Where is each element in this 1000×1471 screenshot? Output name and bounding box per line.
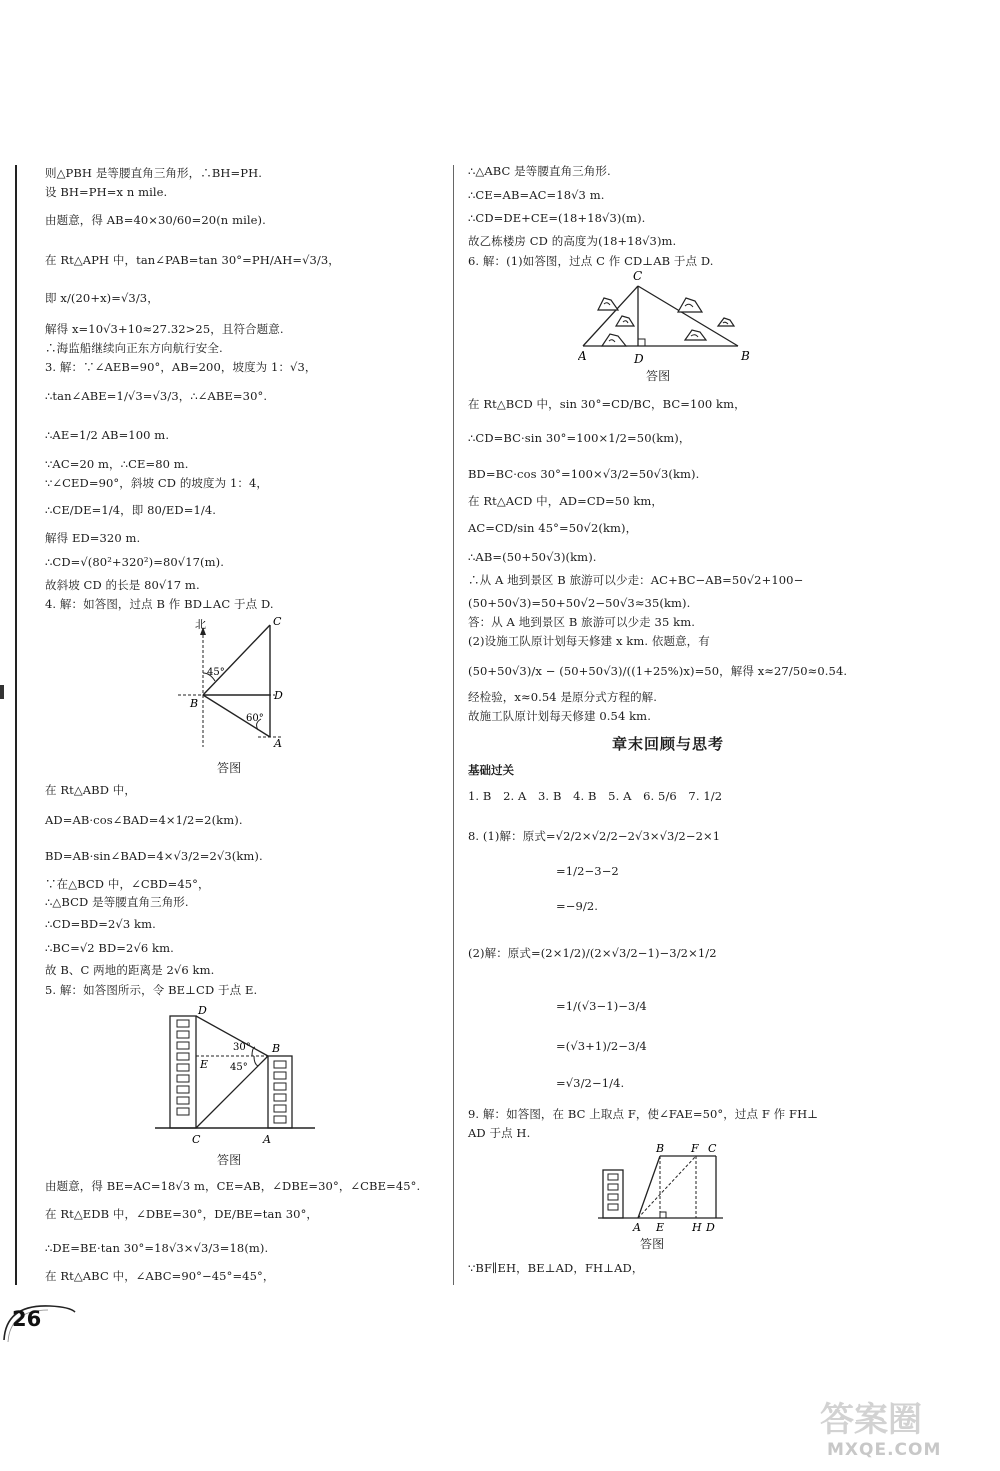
- fig5-point-b: B: [272, 1042, 281, 1055]
- text-line: ∴CE/DE=1/4，即 80/ED=1/4.: [45, 503, 217, 517]
- fig9-point-e: E: [656, 1221, 665, 1234]
- text-line: 故斜坡 CD 的长是 80√17 m.: [45, 578, 200, 592]
- fig4-angle-45: 45°: [207, 667, 225, 678]
- text-line: ∴CD=√(80²+320²)=80√17(m).: [45, 555, 224, 569]
- text-line: 故 B、C 两地的距离是 2√6 km.: [45, 963, 215, 977]
- fig5-point-a: A: [263, 1133, 271, 1146]
- question-9: 9. 解：如答图，在 BC 上取点 F，使∠FAE=50°，过点 F 作 FH⊥: [468, 1107, 819, 1121]
- text-line: ∵∠CED=90°，斜坡 CD 的坡度为 1：4，: [45, 476, 269, 490]
- text-line: =1/(√3−1)−3/4: [556, 999, 647, 1013]
- text-line: BD=AB·sin∠BAD=4×√3/2=2√3(km).: [45, 849, 263, 863]
- text-line: ∵在△BCD 中，∠CBD=45°，: [45, 877, 210, 891]
- text-line: ∵BF∥EH，BE⊥AD，FH⊥AD，: [468, 1261, 644, 1275]
- figure-4-caption: 答图: [217, 761, 242, 775]
- text-line: 在 Rt△ABD 中，: [45, 783, 137, 797]
- watermark-logo: [800, 1395, 990, 1443]
- text-line: (2)设施工队原计划每天修建 x km. 依题意，有: [468, 634, 710, 648]
- column-divider: [453, 165, 454, 1285]
- text-line: ∴tan∠ABE=1/√3=√3/3，∴∠ABE=30°.: [45, 389, 268, 403]
- text-line: ∴CE=AB=AC=18√3 m.: [468, 188, 605, 202]
- watermark-brand: 答案圈: [820, 1400, 922, 1440]
- text-line: 由题意，得 BE=AC=18√3 m，CE=AB，∠DBE=30°，∠CBE=45°.: [45, 1179, 421, 1193]
- text-line: ∴从 A 地到景区 B 旅游可以少走：AC+BC−AB=50√2+100−: [468, 573, 804, 587]
- fig6-point-d: D: [634, 352, 644, 366]
- fig5-point-c: C: [192, 1133, 201, 1146]
- fig9-point-f: F: [691, 1142, 699, 1155]
- question-8-2: (2)解：原式=(2×1/2)/(2×√3/2−1)−3/2×1/2: [468, 946, 717, 960]
- question-4: 4. 解：如答图，过点 B 作 BD⊥AC 于点 D.: [45, 597, 274, 611]
- watermark-url: MXQE.COM: [827, 1440, 942, 1460]
- fig5-angle-30: 30°: [233, 1042, 251, 1053]
- figure-4-diagram: [170, 615, 300, 760]
- text-line: 解得 ED=320 m.: [45, 531, 141, 545]
- fig6-point-c: C: [633, 269, 643, 283]
- text-line: ∴AB=(50+50√3)(km).: [468, 550, 597, 564]
- figure-6-caption: 答图: [646, 369, 671, 383]
- text-line: ∴CD=DE+CE=(18+18√3)(m).: [468, 211, 646, 225]
- text-line: =√3/2−1/4.: [556, 1076, 625, 1090]
- text-line: ∴BC=√2 BD=2√6 km.: [45, 941, 174, 955]
- figure-5-diagram: [150, 998, 320, 1148]
- text-line: AC=CD/sin 45°=50√2(km)，: [468, 521, 638, 535]
- page-number: 26: [12, 1307, 42, 1331]
- fig5-angle-45: 45°: [230, 1062, 248, 1073]
- figure-9-caption: 答图: [640, 1237, 665, 1251]
- text-line: ∴海监船继续向正东方向航行安全.: [45, 341, 223, 355]
- figure-9-diagram: [598, 1142, 728, 1234]
- text-line: 在 Rt△EDB 中，∠DBE=30°，DE/BE=tan 30°，: [45, 1207, 319, 1221]
- question-6: 6. 解：(1)如答图，过点 C 作 CD⊥AB 于点 D.: [468, 254, 714, 268]
- text-line: ∴CD=BD=2√3 km.: [45, 917, 156, 931]
- binding-edge-mark: [0, 685, 4, 699]
- text-line: AD=AB·cos∠BAD=4×1/2=2(km).: [45, 813, 243, 827]
- question-3: 3. 解：∵∠AEB=90°，AB=200，坡度为 1：√3，: [45, 360, 317, 374]
- text-line: =1/2−3−2: [556, 864, 619, 878]
- text-line: (50+50√3)/x − (50+50√3)/((1+25%)x)=50，解得 x≈27/50≈0.54.: [468, 664, 848, 678]
- fig5-point-e: E: [200, 1058, 209, 1071]
- text-line: 由题意，得 AB=40×30/60=20(n mile).: [45, 213, 266, 227]
- fig4-angle-60: 60°: [246, 713, 264, 724]
- fig5-point-d: D: [198, 1004, 207, 1017]
- text-line: 在 Rt△ABC 中，∠ABC=90°−45°=45°，: [45, 1269, 275, 1283]
- text-line: 故乙栋楼房 CD 的高度为(18+18√3)m.: [468, 234, 677, 248]
- text-line: AD 于点 H.: [468, 1126, 531, 1140]
- text-line: 在 Rt△ACD 中，AD=CD=50 km，: [468, 494, 664, 508]
- text-line: 在 Rt△BCD 中，sin 30°=CD/BC，BC=100 km，: [468, 397, 746, 411]
- text-line: =(√3+1)/2−3/4: [556, 1039, 647, 1053]
- figure-5-caption: 答图: [217, 1153, 242, 1167]
- text-line: 答：从 A 地到景区 B 旅游可以少走 35 km.: [468, 615, 695, 629]
- text-line: (50+50√3)=50+50√2−50√3≈35(km).: [468, 596, 691, 610]
- fig9-point-c: C: [708, 1142, 717, 1155]
- text-line: 设 BH=PH=x n mile.: [45, 185, 168, 199]
- fig4-point-a: A: [274, 737, 282, 750]
- text-line: ∴△BCD 是等腰直角三角形.: [45, 895, 189, 909]
- fig9-point-h: H: [692, 1221, 702, 1234]
- fig9-point-b: B: [656, 1142, 665, 1155]
- fig9-point-d: D: [706, 1221, 715, 1234]
- section-title: 章末回顾与思考: [611, 735, 724, 753]
- text-line: 故施工队原计划每天修建 0.54 km.: [468, 709, 651, 723]
- text-line: BD=BC·cos 30°=100×√3/2=50√3(km).: [468, 467, 700, 481]
- fig4-point-b: B: [190, 697, 199, 710]
- left-margin-rule: [15, 165, 17, 1285]
- fig4-north-label: 北: [195, 618, 206, 631]
- fig9-point-a: A: [633, 1221, 641, 1234]
- text-line: 即 x/(20+x)=√3/3，: [45, 291, 159, 305]
- answers-line: 1. B 2. A 3. B 4. B 5. A 6. 5/6 7. 1/2: [468, 789, 723, 803]
- text-line: ∴△ABC 是等腰直角三角形.: [468, 164, 611, 178]
- text-line: 经检验，x≈0.54 是原分式方程的解.: [468, 690, 658, 704]
- text-line: =−9/2.: [556, 899, 599, 913]
- text-line: 则△PBH 是等腰直角三角形，∴BH=PH.: [45, 166, 262, 180]
- text-line: 解得 x=10√3+10≈27.32>25，且符合题意.: [45, 322, 284, 336]
- fig6-point-a: A: [578, 349, 587, 363]
- text-line: ∴CD=BC·sin 30°=100×1/2=50(km)，: [468, 431, 691, 445]
- fig4-point-c: C: [273, 615, 282, 628]
- text-line: ∴AE=1/2 AB=100 m.: [45, 428, 170, 442]
- text-line: ∴DE=BE·tan 30°=18√3×√3/3=18(m).: [45, 1241, 269, 1255]
- question-5: 5. 解：如答图所示，令 BE⊥CD 于点 E.: [45, 983, 258, 997]
- fig4-point-d: D: [274, 689, 283, 702]
- fig6-point-b: B: [741, 349, 750, 363]
- subsection-heading: 基础过关: [468, 763, 514, 777]
- question-8-1: 8. (1)解：原式=√2/2×√2/2−2√3×√3/2−2×1: [468, 829, 721, 843]
- text-line: 在 Rt△APH 中，tan∠PAB=tan 30°=PH/AH=√3/3，: [45, 253, 340, 267]
- text-line: ∵AC=20 m，∴CE=80 m.: [45, 457, 189, 471]
